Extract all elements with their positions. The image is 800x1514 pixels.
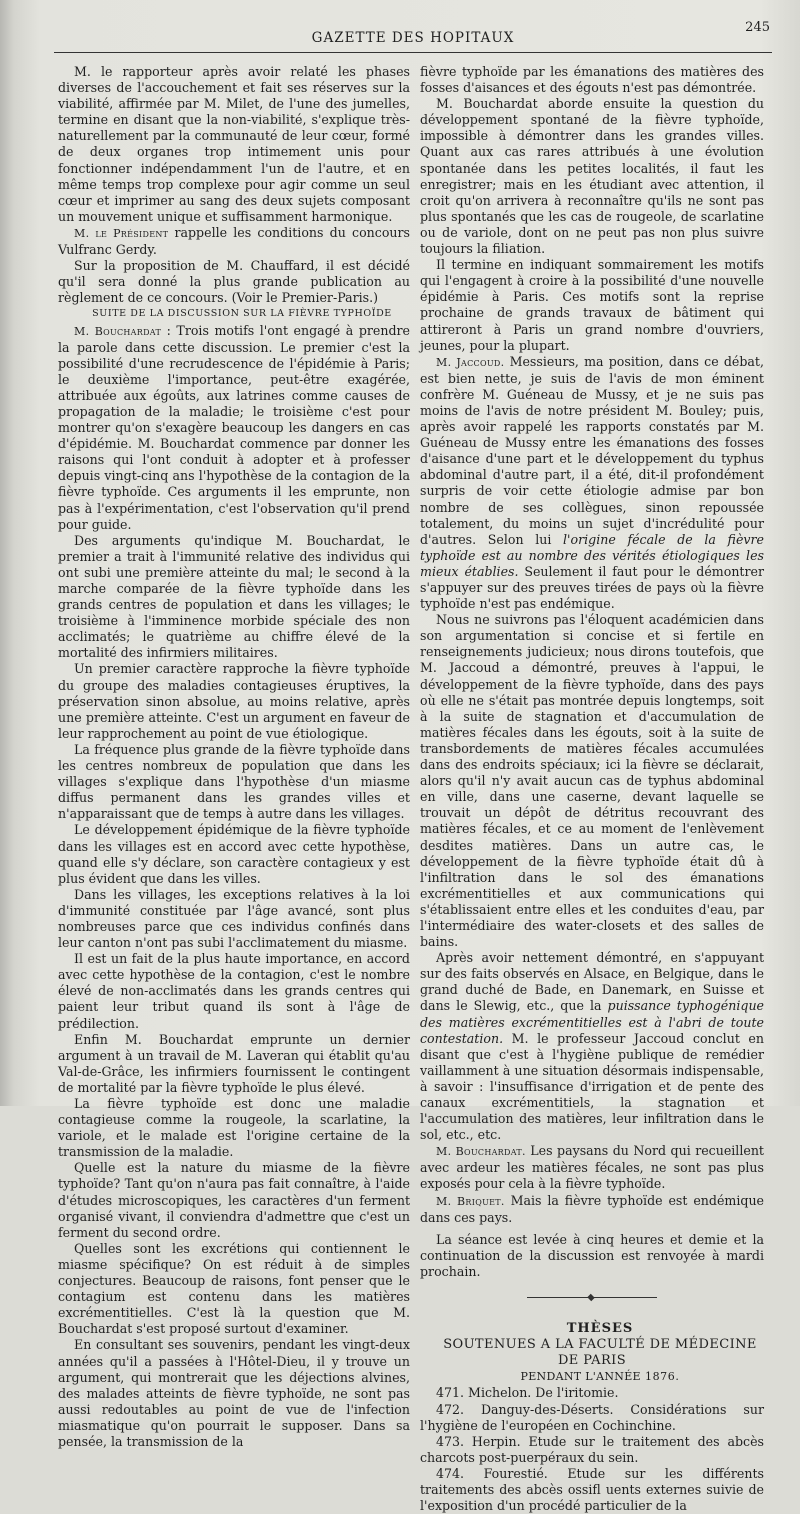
italic-quote: puissance typhogénique des matières excrémentitielles est à l'abri de toute contestation. — [420, 998, 765, 1046]
paragraph: Il termine en indiquant sommairement les motifs qui l'engagent à croire à la possibilité d'une nouvelle épidémie à Paris. Ces motifs sont la reprise prochaine de grands travaux de bâtiment qui attireront à Paris un grand nombre d'ouvriers, jeunes, pour la plupart. — [420, 257, 764, 353]
paragraph: Nous ne suivrons pas l'éloquent académicien dans son argumentation si concise et si fertile en renseignements judicieux; nous dirons toutefois, que M. Jaccoud a démontré, preuves à l'appui, le développement de la fièvre typhoïde, dans des pays où elle ne s'était pas montrée depuis longtemps, soit à la suite de stagnation et d'accumulation de matières fécales dans les égouts, soit à la suite de transbordements de matières fécales accumulées dans des endroits spéciaux; ici la fièvre se déclarait, alors qu'il n'y avait aucun cas de typhus abdominal en ville, dans une caserne, devant laquelle se trouvait un dépôt de détritus recouvrant des matières fécales, et ce au moment de l'enlèvement desdites matières. Dans un autre cas, le développement de la fièvre typhoïde était dû à l'infiltration dans le sol des émanations excrémentitielles et aux communications qui s'établissaient entre elles et les conduites d'eau, par l'intermédiaire des water-closets et des salles de bains. — [420, 612, 764, 950]
ornamental-divider — [527, 1294, 657, 1301]
paragraph: Quelle est la nature du miasme de la fièvre typhoïde? Tant qu'on n'aura pas fait connaître, à l'aide d'études microscopiques, les caractères d'un ferment organisé vivant, il conviendra d'admettre que c'est un ferment du second ordre. — [58, 1160, 410, 1240]
paragraph: La fièvre typhoïde est donc une maladie contagieuse comme la rougeole, la scarlatine, la variole, et le malade est l'origine certaine de la transmission de la maladie. — [58, 1096, 410, 1160]
paragraph: M. Bouchardat : Trois motifs l'ont engagé à prendre la parole dans cette discussion. Le premier c'est la possibilité d'une recrudescence de l'épidémie à Paris; le deuxième l'importance, peut-être exagérée, attribuée aux égoûts, aux latrines comme causes de propagation de la maladie; le troisième c'est pour montrer qu'on s'exagère beaucoup les dangers en cas d'épidémie. M. Bouchardat commence par donner les raisons qui l'ont conduit à adopter et à professer depuis vingt-cinq ans l'hypothèse de la contagion de la fièvre typhoïde. Ces arguments il les emprunte, non pas à l'expérimentation, c'est l'observation qu'il prend pour guide. — [58, 322, 410, 532]
paragraph: La fréquence plus grande de la fièvre typhoïde dans les centres nombreux de population que dans les villages s'explique dans l'hypothèse d'un miasme diffus permanent dans les grandes villes et n'apparaissant que de temps à autre dans les villages. — [58, 741, 410, 822]
theses-year: PENDANT L'ANNÉE 1876. — [520, 1370, 680, 1384]
page-header — [54, 18, 772, 58]
thesis-entry: 473. Herpin. Etude sur le traitement des abcès charcots post-puerpéraux du sein. — [420, 1433, 764, 1465]
paragraph: Enfin M. Bouchardat emprunte un dernier argument à un travail de M. Laveran qui établit qu'au Val-de-Grâce, les infirmiers fournissent le contingent de mortalité par la fièvre typhoïde le plus élevé. — [58, 1031, 410, 1095]
paragraph: En consultant ses souvenirs, pendant les vingt-deux années qu'il a passées à l'Hôtel-Dieu, il y trouve un argument, qui montrerait que les déjections alvines, des malades atteints de fièvre typhoïde, ne sont pas aussi redoutables au point de vue de l'infection miasmatique qu'on pourrait le supposer. Dans sa pensée, la transmission de la — [58, 1337, 410, 1449]
theses-heading: THÈSES — [566, 1321, 634, 1337]
left-column — [58, 64, 410, 1450]
section-heading: SUITE DE LA DISCUSSION SUR LA FIÈVRE TYPHOÏDE — [92, 308, 392, 320]
theses-subheading: SOUTENUES A LA FACULTÉ DE MÉDECINE DE PARIS — [443, 1337, 757, 1369]
right-column — [420, 64, 764, 1514]
journal-title: GAZETTE DES HOPITAUX — [311, 30, 515, 46]
theses-list — [420, 1385, 764, 1514]
thesis-entry: 472. Danguy-des-Déserts. Considérations sur l'hygiène de l'européen en Cochinchine. — [420, 1401, 764, 1433]
page-number: 245 — [745, 20, 770, 35]
paragraph: La séance est levée à cinq heures et demie et la continuation de la discussion est renvoyée à mardi prochain. — [420, 1231, 764, 1279]
paragraph: Quelles sont les excrétions qui contiennent le miasme spécifique? On est réduit à de simples conjectures. Beaucoup de raisons, font penser que le contagium est contenu dans les matières excrémentitielles. C'est là la question que M. Bouchardat s'est proposé surtout d'examiner. — [58, 1240, 410, 1337]
speaker-name: M. Jaccoud. — [436, 355, 505, 369]
paragraph: M. le rapporteur après avoir relaté les phases diverses de l'accouchement et fait ses réserves sur la viabilité, affirmée par M. Milet, de l'une des jumelles, termine en disant que la non-viabilité, s'explique très-naturellement par la communauté de leur cœur, formé de deux organes trop intimement unis pour fonctionner indépendamment l'un de l'autre, et en même temps trop complexe pour agir comme un seul cœur et imprimer au sang des deux sujets composant un mouvement unique et suffisamment harmonique. — [58, 64, 410, 224]
speaker-name: M. Briquet. — [436, 1194, 505, 1208]
thesis-entry: 471. Michelon. De l'iritomie. — [436, 1385, 619, 1401]
paragraph: M. Jaccoud. Messieurs, ma position, dans ce débat, est bien nette, je suis de l'avis de mon éminent confrère M. Guéneau de Mussy, et je ne suis pas moins de l'avis de notre président M. Bouley; puis, après avoir rappelé les rapports constatés par M. Guéneau de Mussy entre les émanations des fosses d'aisance d'une part et le développement du typhus abdominal d'autre part, il a été, dit-il profondément surpris de voir cette étiologie admise par bon nombre de ses collègues, sinon repoussée totalement, du moins un sujet d'incrédulité pour d'autres. Selon lui l'origine fécale de la fièvre typhoïde est au nombre des vérités étiologiques les mieux établies. Seulement il faut pour le démontrer s'appuyer sur des preuves tirées de pays où la fièvre typhoïde n'est pas endémique. — [420, 353, 765, 612]
paragraph: Il est un fait de la plus haute importance, en accord avec cette hypothèse de la contagion, c'est le nombre élevé de non-acclimatés dans les grands centres qui paient leur tribut quand ils sont à l'âge de prédilection. — [58, 951, 410, 1031]
paragraph: M. le Président rappelle les conditions du concours Vulfranc Gerdy. — [58, 224, 410, 258]
thesis-entry: 474. Fourestié. Etude sur les différents traitements des abcès ossifl uents externes suivie de l'exposition d'un procédé particulier de la — [420, 1465, 764, 1514]
paragraph: Dans les villages, les exceptions relatives à la loi d'immunité constituée par l'âge avancé, sont plus nombreuses parce que ces individus confinés dans leur canton n'ont pas subi l'acclimatement du miasme. — [58, 886, 410, 951]
speaker-name: M. Bouchardat — [74, 324, 162, 338]
italic-quote: l'origine fécale de la fièvre typhoïde est au nombre des vérités étiologiques les mieux établies. — [420, 531, 765, 579]
paragraph: Un premier caractère rapproche la fièvre typhoïde du groupe des maladies contagieuses éruptives, la préservation sinon absolue, au moins relative, après une première atteinte. C'est un argument en faveur de leur rapprochement au point de vue étiologique. — [58, 661, 410, 741]
paragraph: Des arguments qu'indique M. Bouchardat, le premier a trait à l'immunité relative des individus qui ont subi une première atteinte du mal; le second à la marche comparée de la fièvre typhoïde dans les grands centres de population et dans les villages; le troisième à l'imminence morbide spéciale des non acclimatés; le quatrième au chiffre élevé de la mortalité des infirmiers militaires. — [58, 532, 410, 661]
speaker-name: M. le Président — [74, 226, 169, 240]
paragraph: fièvre typhoïde par les émanations des matières des fosses d'aisances et des égouts n'est pas démontrée. — [420, 64, 764, 96]
paragraph: M. Bouchardat aborde ensuite la question du développement spontané de la fièvre typhoïde, impossible à démontrer dans les grandes villes. Quant aux cas rares attribués à une évolution spontanée dans les petites localités, il faut les enregistrer; mais en les étudiant avec attention, il croit qu'on arrivera à reconnaître qu'ils ne sont pas plus spontanés que les cas de rougeole, de scarlatine ou de variole, dont on ne peut pas non plus suivre toujours la filiation. — [420, 96, 764, 257]
paragraph: Le développement épidémique de la fièvre typhoïde dans les villages est en accord avec cette hypothèse, quand elle s'y déclare, son caractère contagieux y est plus évident que dans les villes. — [58, 822, 410, 886]
paragraph: M. Bouchardat. Les paysans du Nord qui recueillent avec ardeur les matières fécales, ne sont pas plus exposés pour cela à la fièvre typhoïde. — [420, 1143, 764, 1192]
paragraph: Après avoir nettement démontré, en s'appuyant sur des faits observés en Alsace, en Belgique, dans le grand duché de Bade, en Danemark, en Suisse et dans le Slewig, etc., que la puissance typhogénique des matières excrémentitielles est à l'abri de toute contestation. M. le professeur Jaccoud conclut en disant que c'est à l'hygiène publique de remédier vaillamment à une situation désormais indispensable, à savoir : l'insuffisance d'irrigation et de pente des canaux excrémentitiels, la stagnation et l'accumulation des matières, leur infiltration dans le sol, etc., etc. — [420, 950, 765, 1143]
header-rule — [54, 52, 772, 53]
paragraph: Sur la proposition de M. Chauffard, il est décidé qu'il sera donné la plus grande publication au règlement de ce concours. (Voir le Premier-Paris.) — [58, 258, 410, 306]
paragraph: M. Briquet. Mais la fièvre typhoïde est endémique dans ces pays. — [420, 1192, 765, 1225]
speaker-name: M. Bouchardat. — [436, 1145, 526, 1159]
